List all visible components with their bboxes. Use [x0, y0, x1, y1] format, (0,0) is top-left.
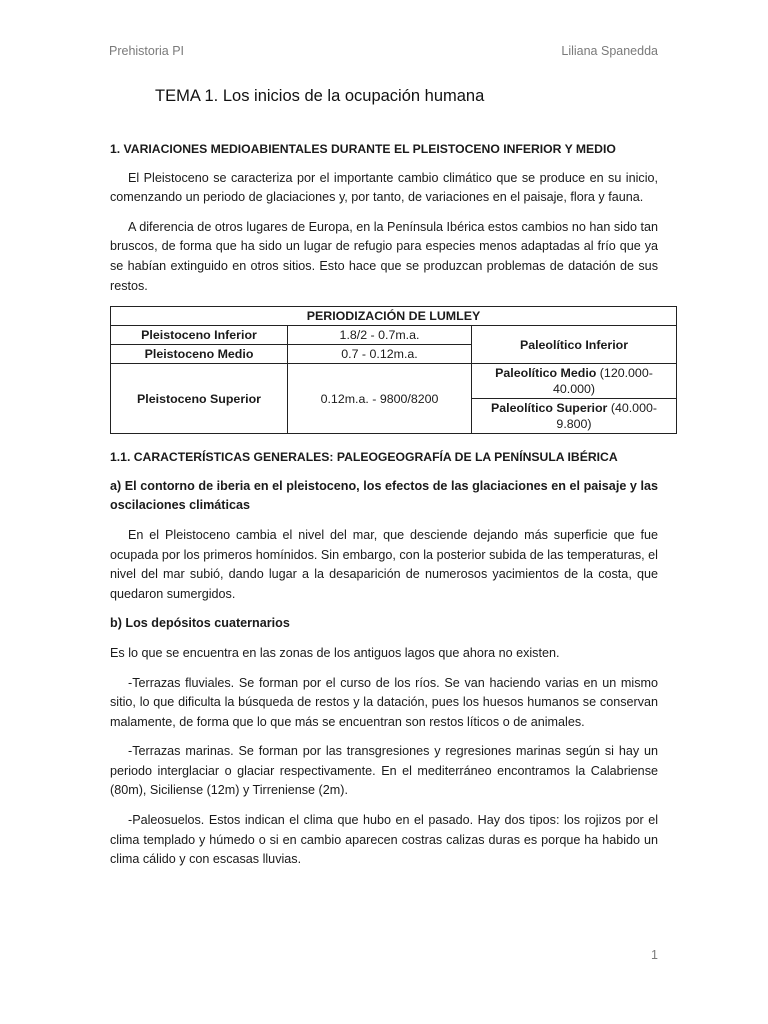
- table-cell-paleolitico-superior: [472, 399, 677, 434]
- table-cell-pleistoceno-medio: Pleistoceno Medio: [111, 345, 288, 364]
- section-1-paragraph-1: El Pleistoceno se caracteriza por el importante cambio climático que se produce en su inicio, comenzando un periodo de glaciaciones y, por tanto, de variaciones en el paisaje, flora y fauna.: [110, 170, 658, 205]
- table-cell-paleolitico-inferior: Paleolítico Inferior: [472, 326, 677, 364]
- paleolitico-medio-dates: (120.000-40.000): [552, 366, 653, 397]
- lumley-table: [110, 306, 677, 434]
- subsection-a-heading: a) El contorno de iberia en el pleistoceno, los efectos de las glaciaciones en el paisaje y las oscilaciones climáticas: [110, 478, 658, 513]
- subsection-b-intro: Es lo que se encuentra en las zonas de los antiguos lagos que ahora no existen.: [110, 645, 560, 660]
- page-number: 1: [651, 948, 658, 962]
- header-left: Prehistoria PI: [109, 44, 185, 58]
- subsection-b-paleosuelos: -Paleosuelos. Estos indican el clima que hubo en el pasado. Hay dos tipos: los rojizos por el clima templado y húmedo o si en cambio aparecen costras calizas duras es porque ha habido un clima cálido y con escasas lluvias.: [110, 813, 658, 867]
- subsection-b-heading: b) Los depósitos cuaternarios: [110, 616, 290, 631]
- header-right: Liliana Spanedda: [561, 44, 658, 58]
- document-title: TEMA 1. Los inicios de la ocupación humana: [155, 87, 485, 105]
- table-cell-pleistoceno-superior: Pleistoceno Superior: [111, 364, 288, 434]
- paleolitico-superior-dates: (40.000-9.800): [556, 401, 657, 432]
- table-cell-pleistoceno-inferior: Pleistoceno Inferior: [111, 326, 288, 345]
- document-body: [110, 140, 658, 880]
- section-1-1-heading: 1.1. CARACTERÍSTICAS GENERALES: PALEOGEOGRAFÍA DE LA PENÍNSULA IBÉRICA: [110, 450, 618, 465]
- table-cell-medio-dates: 0.7 - 0.12m.a.: [288, 345, 472, 364]
- table-cell-paleolitico-medio: [472, 364, 677, 399]
- paleolitico-superior-label: Paleolítico Superior: [491, 401, 608, 416]
- table-cell-inferior-dates: 1.8/2 - 0.7m.a.: [288, 326, 472, 345]
- section-1-heading: 1. VARIACIONES MEDIOABIENTALES DURANTE EL PLEISTOCENO INFERIOR Y MEDIO: [110, 142, 616, 156]
- paleolitico-medio-label: Paleolítico Medio: [495, 366, 597, 381]
- subsection-b-terrazas-fluviales: -Terrazas fluviales. Se forman por el curso de los ríos. Se van haciendo varias en un mismo sitio, lo que dificulta la búsqueda de restos y la datación, pues los huesos humanos se conservan malamente, de forma que lo que más se encuentran son restos líticos o de animales.: [110, 675, 658, 729]
- section-1-paragraph-2: A diferencia de otros lugares de Europa, en la Península Ibérica estos cambios no han sido tan bruscos, de forma que ha sido un lugar de refugio para especies menos adaptadas al frío que ya se habían extinguido en otros sitios. Esto hace que se produzcan problemas de datación de sus restos.: [110, 219, 658, 293]
- table-title: PERIODIZACIÓN DE LUMLEY: [111, 307, 677, 326]
- table-cell-superior-dates: 0.12m.a. - 9800/8200: [288, 364, 472, 434]
- subsection-a-paragraph: En el Pleistoceno cambia el nivel del mar, que desciende dejando más superficie que fue ocupada por los primeros homínidos. Sin embargo, con la posterior subida de las temperaturas, el nivel del mar subió, dando lugar a la desaparición de numerosos yacimientos de la costa, que quedaron sumergidos.: [110, 527, 658, 601]
- subsection-b-terrazas-marinas: -Terrazas marinas. Se forman por las transgresiones y regresiones marinas según si hay un periodo interglaciar o glaciar respectivamente. En el mediterráneo encontramos la Calabriense (80m), Siciliense (12m) y Tirreniense (2m).: [110, 744, 658, 798]
